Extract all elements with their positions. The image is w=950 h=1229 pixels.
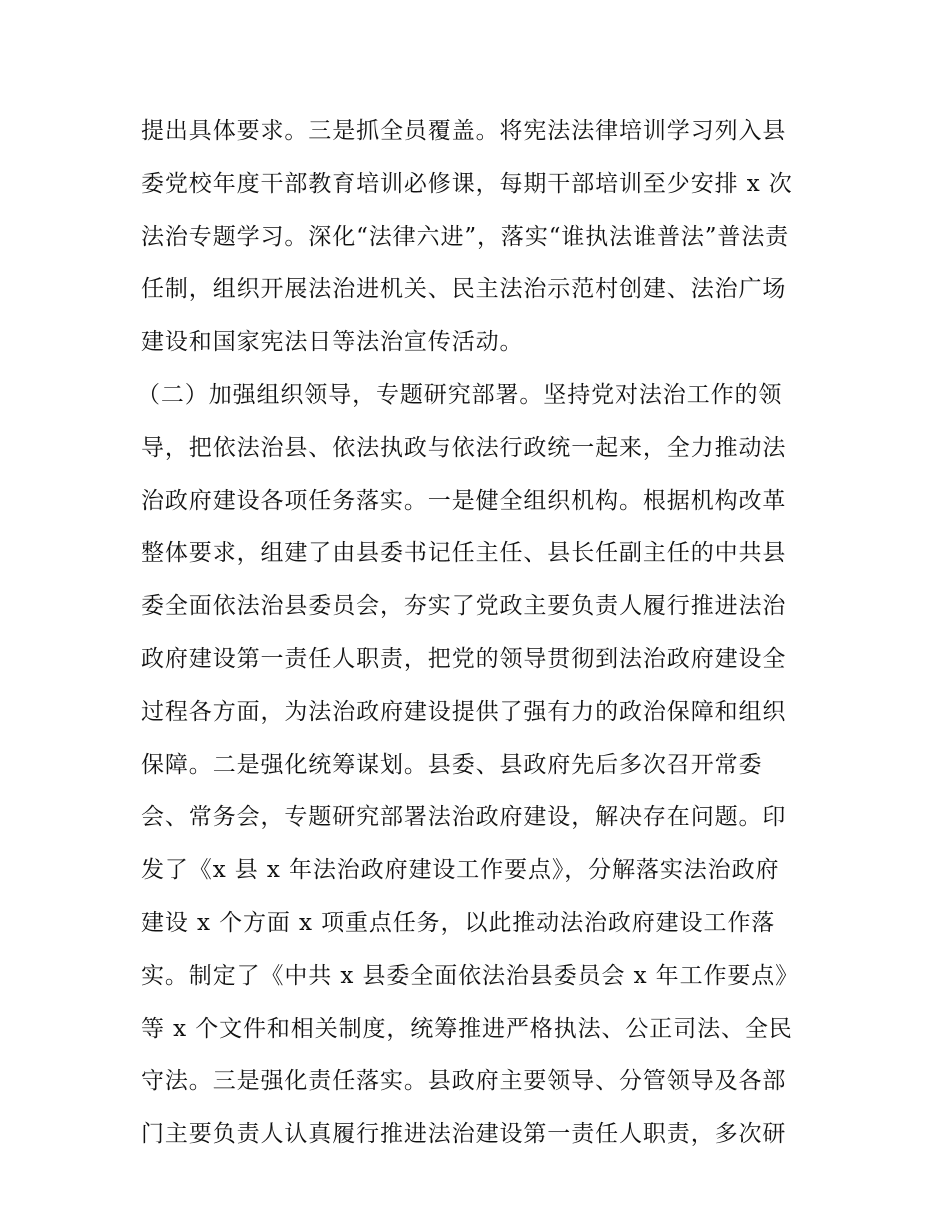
text-line: 建设 x 个方面 x 项重点任务，以此推动法治政府建设工作落 — [141, 909, 776, 936]
text-line: 提出具体要求。三是抓全员覆盖。将宪法法律培训学习列入县 — [141, 118, 787, 144]
body-text — [137, 105, 821, 1161]
text-line: 治政府建设各项任务落实。一是健全组织机构。根据机构改革 — [141, 487, 787, 514]
text-line: 委党校年度干部教育培训必修课，每期干部培训至少安排 x 次 — [141, 170, 793, 197]
text-line: 整体要求，组建了由县委书记任主任、县长任副主任的中共县 — [141, 540, 787, 567]
text-line: 保障。二是强化统筹谋划。县委、县政府先后多次召开常委 — [141, 751, 763, 778]
text-line: 建设和国家宪法日等法治宣传活动。 — [141, 329, 524, 356]
text-line: 法治专题学习。深化“法律六进”，落实“谁执法谁普法”普法责 — [141, 223, 790, 250]
text-line: 守法。三是强化责任落实。县政府主要领导、分管领导及各部 — [141, 1068, 787, 1095]
text-line: 等 x 个文件和相关制度，统筹推进严格执法、公正司法、全民 — [141, 1015, 793, 1042]
text-line: 发了《x 县 x 年法治政府建设工作要点》，分解落实法治政府 — [141, 857, 780, 884]
text-line: 会、常务会，专题研究部署法治政府建设，解决存在问题。印 — [141, 804, 787, 831]
text-line: 任制，组织开展法治进机关、民主法治示范村创建、法治广场 — [141, 276, 787, 303]
text-line: 委全面依法治县委员会，夯实了党政主要负责人履行推进法治 — [141, 593, 787, 620]
text-line: 门主要负责人认真履行推进法治建设第一责任人职责，多次研 — [141, 1121, 787, 1148]
text-line: 实。制定了《中共 x 县委全面依法治县委员会 x 年工作要点》 — [141, 962, 800, 989]
text-line: 政府建设第一责任人职责，把党的领导贯彻到法治政府建设全 — [141, 645, 787, 672]
section-heading-line: （二）加强组织领导，专题研究部署。坚持党对法治工作的领 — [137, 381, 783, 408]
text-line: 导，把依法治县、依法执政与依法行政统一起来，全力推动法 — [141, 434, 787, 461]
text-line: 过程各方面，为法治政府建设提供了强有力的政治保障和组织 — [141, 698, 787, 725]
